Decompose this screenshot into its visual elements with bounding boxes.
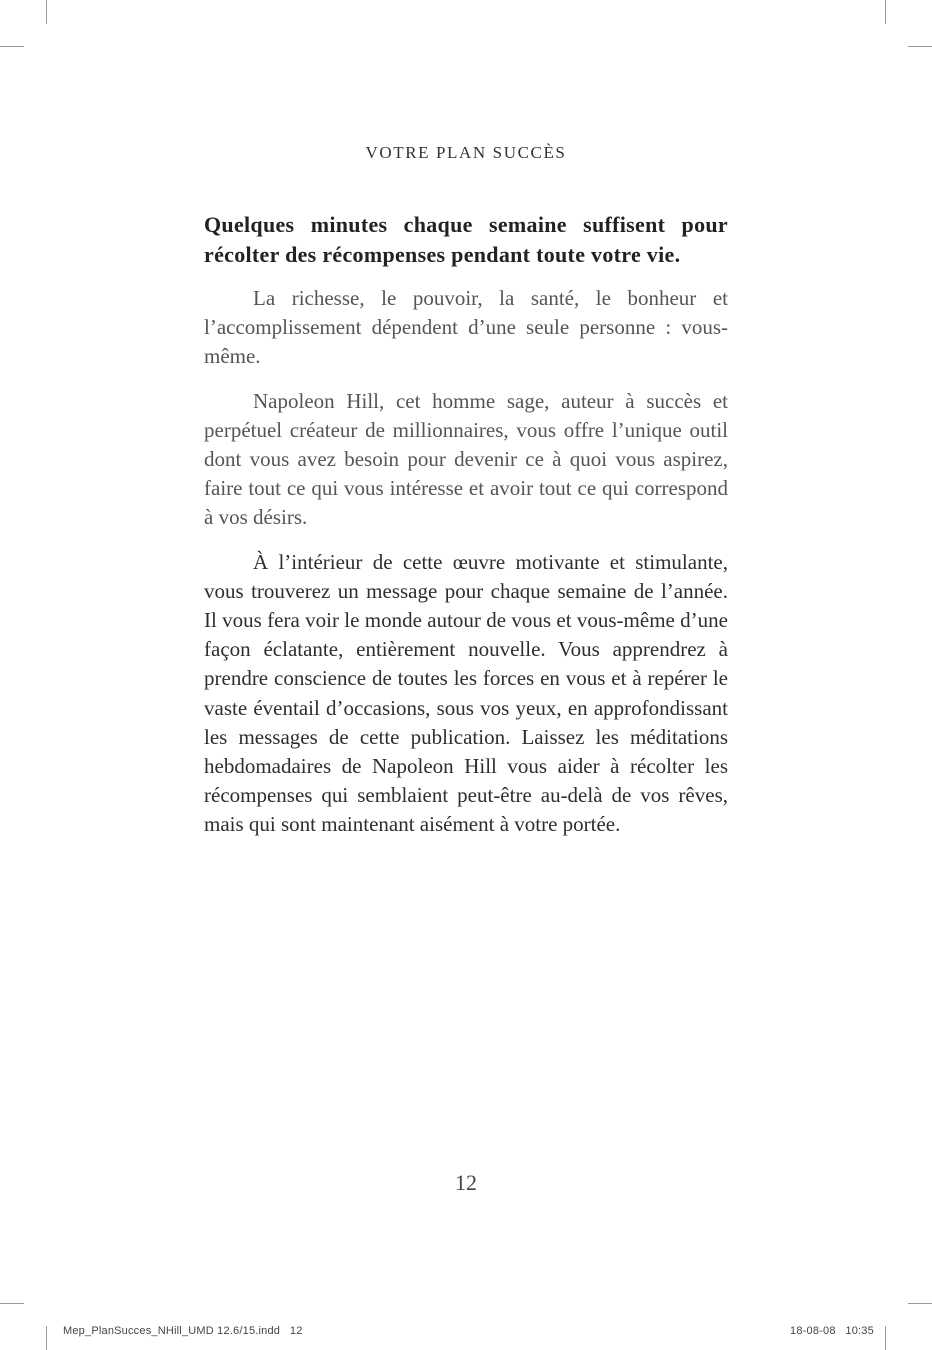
crop-mark-bottom-left-vertical bbox=[46, 1326, 47, 1350]
crop-mark-top-right-horizontal bbox=[908, 46, 932, 47]
running-header: VOTRE PLAN SUCCÈS bbox=[365, 143, 567, 162]
crop-mark-bottom-right-horizontal bbox=[908, 1303, 932, 1304]
slug-datetime: 18-08-08 10:35 bbox=[790, 1325, 874, 1337]
paragraph-1: La richesse, le pouvoir, la santé, le bonheur et l’accomplissement dépendent d’une seule personne : vous-même. bbox=[204, 286, 728, 369]
crop-mark-bottom-left-horizontal bbox=[0, 1303, 24, 1304]
crop-mark-top-left-vertical bbox=[46, 0, 47, 24]
slug-file-info: Mep_PlanSucces_NHill_UMD 12.6/15.indd 12 bbox=[63, 1325, 303, 1337]
lead-paragraph: Quelques minutes chaque semaine suffisent pour récolter des récompenses pendant toute votre vie. bbox=[204, 212, 728, 267]
page-number: 12 bbox=[455, 1170, 477, 1195]
crop-mark-top-right-vertical bbox=[885, 0, 886, 24]
paragraph-2: Napoleon Hill, cet homme sage, auteur à succès et perpétuel créateur de millionnaires, vous offre l’unique outil dont vous avez besoin pour devenir ce à quoi vous aspirez, faire tout ce qui vous intéresse et avoir tout ce qui correspond à vos désirs. bbox=[204, 388, 728, 530]
body-text bbox=[204, 210, 728, 840]
paragraph-3: À l’intérieur de cette œuvre motivante et stimulante, vous trouverez un message pour chaque semaine de l’année. Il vous fera voir le monde autour de vous et vous-même d’une façon éclatante, entièrement nouvelle. Vous apprendrez à prendre conscience de toutes les forces en vous et à repérer le vaste éventail d’occasions, sous vos yeux, en approfondissant les messages de cette publication. Laissez les méditations hebdomadaires de Napoleon Hill vous aider à récolter les récompenses qui semblaient peut-être au-delà de vos rêves, mais qui sont maintenant aisément à votre portée. bbox=[204, 549, 728, 837]
crop-mark-bottom-right-vertical bbox=[885, 1326, 886, 1350]
crop-mark-top-left-horizontal bbox=[0, 46, 24, 47]
